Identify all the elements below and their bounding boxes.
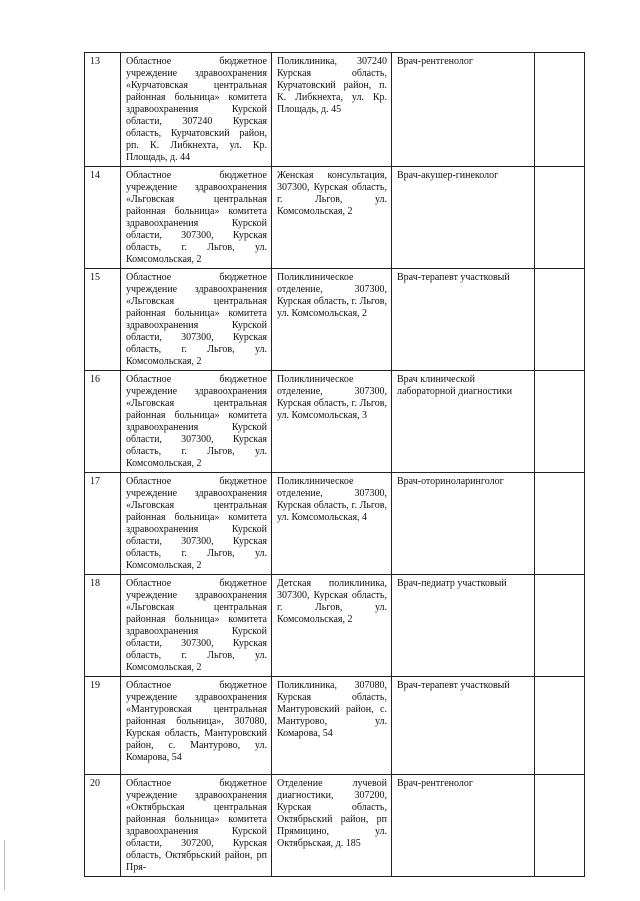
position-cell: Врач-педиатр участковый: [392, 575, 535, 677]
table-row: [85, 575, 585, 677]
department-cell: Поликлиническое отделение, 307300, Курская область, г. Льгов, ул. Комсомольская, 2: [272, 269, 392, 371]
department-cell: Поликлиническое отделение, 307300, Курская область, г. Льгов, ул. Комсомольская, 4: [272, 473, 392, 575]
department-cell: Поликлиническое отделение, 307300, Курская область, г. Льгов, ул. Комсомольская, 3: [272, 371, 392, 473]
table-row: [85, 473, 585, 575]
organization-cell: Областное бюджетное учреждение здравоохранения «Льговская центральная районная больница» комитета здравоохранения Курской области, 307300, Курская область, г. Льгов, ул. Комсомольская, 2: [121, 167, 272, 269]
extra-cell: [535, 775, 585, 877]
extra-cell: [535, 53, 585, 167]
position-cell: Врач-акушер-гинеколог: [392, 167, 535, 269]
department-cell: Детская поликлиника, 307300, Курская область, г. Льгов, ул. Комсомольская, 2: [272, 575, 392, 677]
department-cell: Поликлиника, 307080, Курская область, Мантуровский район, с. Мантурово, ул. Комарова, 54: [272, 677, 392, 775]
position-cell: Врач-терапевт участковый: [392, 269, 535, 371]
organization-cell: Областное бюджетное учреждение здравоохранения «Октябрьская центральная районная больница» комитета здравоохранения Курской области, 307200, Курская область, Октябрьский район, рп Пря-: [121, 775, 272, 877]
position-cell: Врач-терапевт участковый: [392, 677, 535, 775]
table-row: [85, 775, 585, 877]
extra-cell: [535, 677, 585, 775]
position-cell: Врач-оториноларинголог: [392, 473, 535, 575]
position-cell: Врач клинической лабораторной диагностики: [392, 371, 535, 473]
table-row: [85, 371, 585, 473]
department-cell: Отделение лучевой диагностики, 307200, Курская область, Октябрьский район, рп Прямицино, ул. Октябрьская, д. 185: [272, 775, 392, 877]
row-number: 19: [85, 677, 121, 775]
organization-cell: Областное бюджетное учреждение здравоохранения «Льговская центральная районная больница» комитета здравоохранения Курской области, 307300, Курская область, г. Льгов, ул. Комсомольская, 2: [121, 269, 272, 371]
extra-cell: [535, 575, 585, 677]
row-number: 15: [85, 269, 121, 371]
row-number: 14: [85, 167, 121, 269]
position-cell: Врач-рентгенолог: [392, 53, 535, 167]
department-cell: Поликлиника, 307240 Курская область, Курчатовский район, п. К. Либкнехта, ул. Кр. Площадь, д. 45: [272, 53, 392, 167]
extra-cell: [535, 371, 585, 473]
table-row: [85, 677, 585, 775]
table-row: [85, 269, 585, 371]
organization-cell: Областное бюджетное учреждение здравоохранения «Мантуровская центральная районная больница», 307080, Курская область, Мантуровский район, с. Мантурово, ул. Комарова, 54: [121, 677, 272, 775]
vacancy-table: [84, 52, 585, 877]
organization-cell: Областное бюджетное учреждение здравоохранения «Льговская центральная районная больница» комитета здравоохранения Курской области, 307300, Курская область, г. Льгов, ул. Комсомольская, 2: [121, 371, 272, 473]
row-number: 18: [85, 575, 121, 677]
extra-cell: [535, 473, 585, 575]
row-number: 20: [85, 775, 121, 877]
table-row: [85, 167, 585, 269]
row-number: 16: [85, 371, 121, 473]
position-cell: Врач-рентгенолог: [392, 775, 535, 877]
row-number: 17: [85, 473, 121, 575]
organization-cell: Областное бюджетное учреждение здравоохранения «Льговская центральная районная больница» комитета здравоохранения Курской области, 307300, Курская область, г. Льгов, ул. Комсомольская, 2: [121, 575, 272, 677]
organization-cell: Областное бюджетное учреждение здравоохранения «Льговская центральная районная больница» комитета здравоохранения Курской области, 307300, Курская область, г. Льгов, ул. Комсомольская, 2: [121, 473, 272, 575]
extra-cell: [535, 167, 585, 269]
extra-cell: [535, 269, 585, 371]
department-cell: Женская консультация, 307300, Курская область, г. Льгов, ул. Комсомольская, 2: [272, 167, 392, 269]
organization-cell: Областное бюджетное учреждение здравоохранения «Курчатовская центральная районная больница» комитета здравоохранения Курской области, 307240 Курская область, Курчатовский район, рп. К. Либкнехта, ул. Кр. Площадь, д. 44: [121, 53, 272, 167]
table-row: [85, 53, 585, 167]
scan-edge-mark: [4, 840, 5, 890]
row-number: 13: [85, 53, 121, 167]
